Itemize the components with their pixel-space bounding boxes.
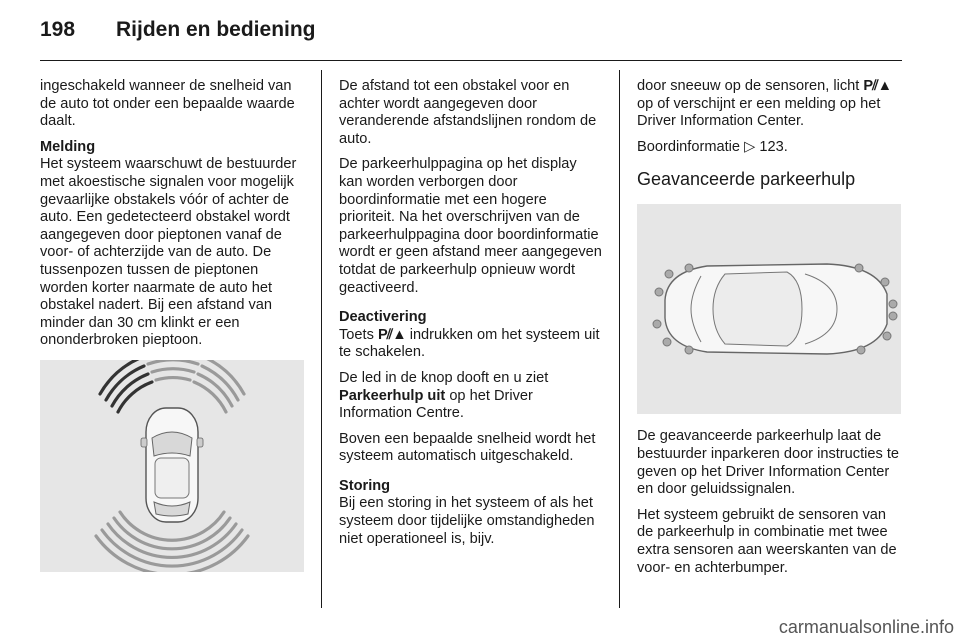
- col2-paragraph-1: De afstand tot een obstakel voor en achter wordt aangegeven door veranderende afstandslijnen rondom de auto.: [339, 78, 597, 147]
- column-1: [40, 78, 304, 584]
- car-top-view: [141, 408, 203, 522]
- heading-geavanceerde-parkeerhulp: Geavanceerde parkeerhulp: [637, 169, 856, 190]
- col2-paragraph-4: [339, 370, 603, 423]
- col1-paragraph-2: Het systeem waarschuwt de bestuurder met akoestische signalen voor mogelijk gevaarlijke obstakels vóór of achter de auto. Een gedetecteerd obstakel wordt aangegeven door pieptonen vanaf de voor- of achterzijde van de auto. De tussenpozen tussen de pieptonen worden korter naarmate de auto het obstakel nadert. Bij een afstand van minder dan 30 cm klinkt er een ononderbroken pieptoon.: [40, 156, 297, 349]
- front-distance-arcs: [148, 360, 244, 412]
- col3-p2-b: 123.: [759, 138, 788, 155]
- park-assist-icon-2: P⫽▲: [863, 78, 892, 94]
- parking-sensor-figure: [40, 360, 304, 572]
- col2-p4-b: op het Driver Information Centre.: [339, 387, 533, 422]
- col1-melding-block: [40, 139, 304, 350]
- advanced-parking-illustration: [637, 204, 901, 414]
- col3-p2-a: Boordinformatie: [637, 138, 741, 155]
- col3-p1-a: door sneeuw op de sensoren, licht: [637, 78, 860, 94]
- col3-paragraph-3: De geavanceerde parkeerhulp laat de bestuurder inparkeren door instructies te geven op het Driver Information Center en door geluidssignalen.: [637, 428, 900, 498]
- col2-storing-block: [339, 478, 603, 548]
- col2-p3-a: Toets: [339, 326, 374, 343]
- parking-sensor-illustration: [40, 360, 304, 572]
- page-title: Rijden en bediening: [116, 18, 316, 41]
- col2-p3-b: indrukken om het systeem uit te schakelen.: [339, 326, 600, 361]
- reference-arrow-icon: ▷: [744, 138, 756, 155]
- column-3: [637, 78, 903, 585]
- col2-p4-bold: Parkeerhulp uit: [339, 387, 446, 404]
- column-2: [339, 78, 603, 556]
- park-assist-icon: P⫽▲: [377, 326, 406, 343]
- watermark: carmanualsonline.info: [778, 617, 954, 637]
- column-divider-2: [619, 70, 620, 608]
- col2-paragraph-5: Boven een bepaalde snelheid wordt het systeem automatisch uitgeschakeld.: [339, 430, 596, 465]
- col2-p4-a: De led in de knop dooft en u ziet: [339, 369, 549, 386]
- heading-storing: Storing: [339, 477, 391, 494]
- car-side-top-view: [665, 264, 887, 354]
- col2-paragraph-6: Bij een storing in het systeem of als het systeem door tijdelijke omstandigheden niet operationeel is, bijv.: [339, 495, 595, 547]
- col3-paragraph-2: [637, 139, 903, 157]
- col3-p1-b: op of verschijnt er een melding op het Driver Information Center.: [637, 95, 881, 130]
- col1-paragraph-1: ingeschakeld wanneer de snelheid van de auto tot onder een bepaalde waarde daalt.: [40, 78, 295, 130]
- page-number: 198: [40, 18, 76, 41]
- col3-paragraph-4: Het systeem gebruikt de sensoren van de parkeerhulp in combinatie met twee extra sensoren aan weerskanten van de voor- en achterbumper.: [637, 506, 897, 576]
- heading-deactivering: Deactivering: [339, 309, 427, 326]
- heading-melding: Melding: [40, 138, 96, 155]
- header-rule: [40, 60, 902, 61]
- col2-deactivering-block: [339, 309, 603, 362]
- page-header: [40, 18, 902, 50]
- advanced-parking-figure: [637, 204, 901, 414]
- col2-paragraph-2: De parkeerhulppagina op het display kan worden verborgen door boordinformatie met een hogere prioriteit. Na het overschrijven van de parkeerhulppagina door boordinformatie wordt er geen afstand meer aangegeven totdat de parkeerhulp opnieuw wordt geactiveerd.: [339, 156, 602, 296]
- col3-paragraph-1: [637, 78, 903, 131]
- column-divider-1: [321, 70, 322, 608]
- front-warning-arcs: [100, 360, 152, 412]
